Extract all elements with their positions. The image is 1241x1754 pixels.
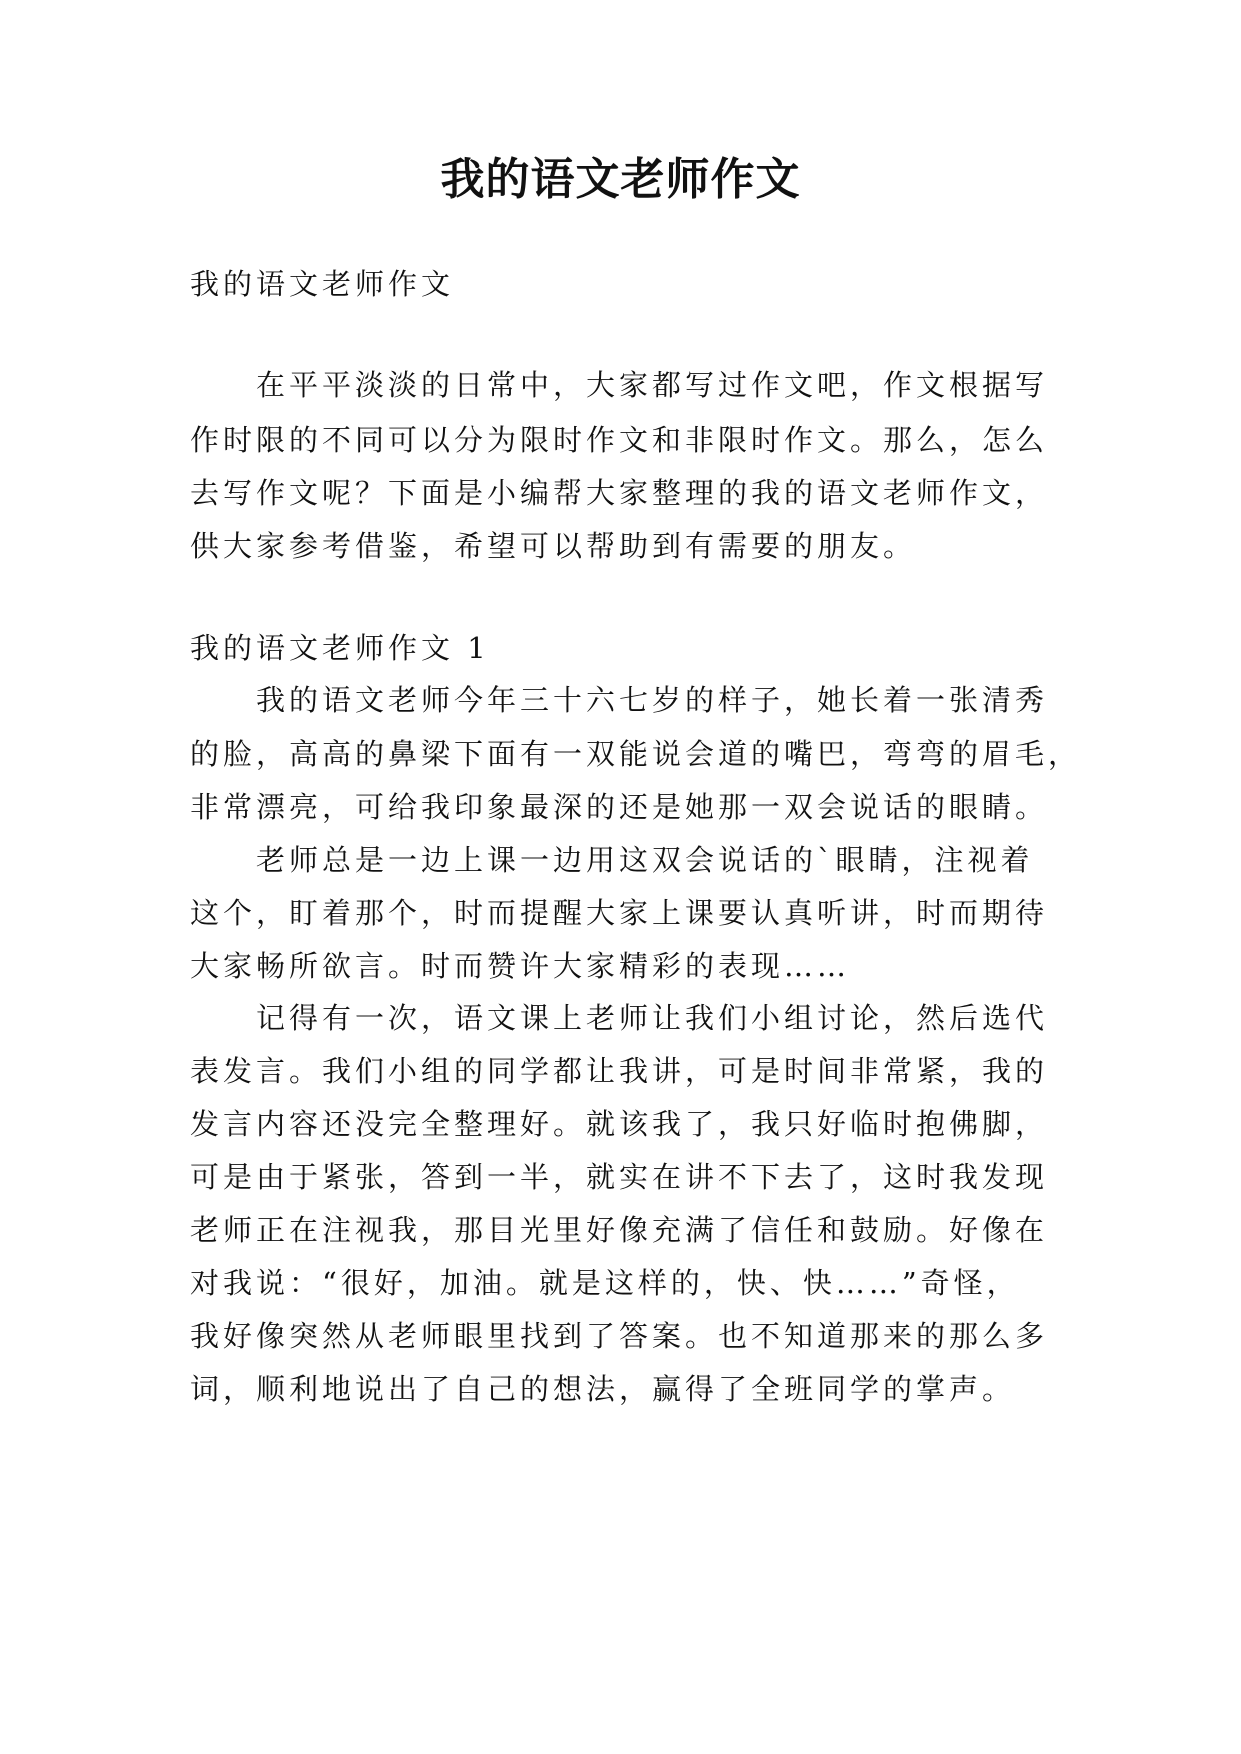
paragraph3-line: 词，顺利地说出了自己的想法，赢得了全班同学的掌声。	[190, 1372, 1016, 1406]
paragraph3-line: 我好像突然从老师眼里找到了答案。也不知道那来的那么多	[190, 1319, 1049, 1353]
paragraph3-line: 发言内容还没完全整理好。就该我了，我只好临时抱佛脚，	[190, 1107, 1049, 1141]
paragraph3-line: 记得有一次，语文课上老师让我们小组讨论，然后选代	[256, 1001, 1049, 1035]
paragraph3-line: 老师正在注视我，那目光里好像充满了信任和鼓励。好像在	[190, 1213, 1049, 1247]
document-subtitle: 我的语文老师作文	[190, 267, 455, 301]
intro-line: 在平平淡淡的日常中，大家都写过作文吧，作文根据写	[256, 368, 1049, 402]
paragraph2-line: 老师总是一边上课一边用这双会说话的`眼睛，注视着	[256, 843, 1034, 877]
paragraph1-line: 非常漂亮，可给我印象最深的还是她那一双会说话的眼睛。	[190, 790, 1049, 824]
paragraph3-line: 对我说：“很好，加油。就是这样的，快、快……”奇怪，	[190, 1266, 1020, 1300]
section-heading: 我的语文老师作文 1	[190, 631, 490, 665]
paragraph1-line: 我的语文老师今年三十六七岁的样子，她长着一张清秀	[256, 683, 1049, 717]
intro-line: 作时限的不同可以分为限时作文和非限时作文。那么，怎么	[190, 423, 1049, 457]
paragraph2-line: 大家畅所欲言。时而赞许大家精彩的表现……	[190, 949, 851, 983]
paragraph1-line: 的脸，高高的鼻梁下面有一双能说会道的嘴巴，弯弯的眉毛，	[190, 737, 1082, 771]
paragraph3-line: 表发言。我们小组的同学都让我讲，可是时间非常紧，我的	[190, 1054, 1049, 1088]
intro-line: 去写作文呢？下面是小编帮大家整理的我的语文老师作文，	[190, 476, 1049, 510]
paragraph3-line: 可是由于紧张，答到一半，就实在讲不下去了，这时我发现	[190, 1160, 1049, 1194]
document-title: 我的语文老师作文	[440, 154, 801, 205]
paragraph2-line: 这个，盯着那个，时而提醒大家上课要认真听讲，时而期待	[190, 896, 1049, 930]
intro-line: 供大家参考借鉴，希望可以帮助到有需要的朋友。	[190, 529, 917, 563]
